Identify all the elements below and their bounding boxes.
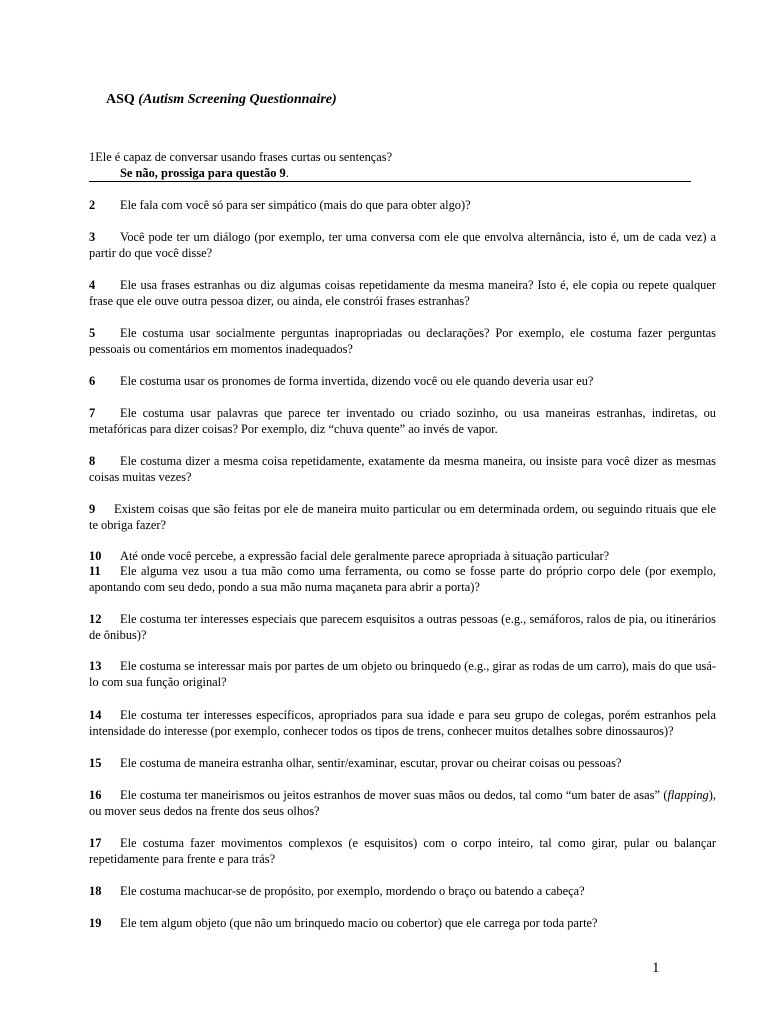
question-number: 11 (89, 564, 101, 578)
question-number: 16 (89, 788, 102, 802)
question-number: 14 (89, 708, 102, 722)
question-text: Você pode ter um diálogo (por exemplo, ter uma conversa com ele que envolva alternância, isto é, um de cada vez) a partir do que você disse? (89, 230, 716, 260)
question-text: Ele costuma dizer a mesma coisa repetidamente, exatamente da mesma maneira, ou insiste para você dizer as mesmas coisas muitas vezes? (89, 454, 716, 484)
question-text-italic: flapping (667, 788, 709, 802)
question-1 (89, 150, 691, 182)
question-number: 15 (89, 756, 102, 770)
question-number: 19 (89, 916, 102, 930)
question-text: Ele costuma fazer movimentos complexos (e esquisitos) com o corpo inteiro, tal como girar, pular ou balançar repetidamente para frente e para trás? (89, 836, 716, 866)
question-text: Ele fala com você só para ser simpático (mais do que para obter algo)? (120, 198, 471, 212)
question-text: Ele costuma usar os pronomes de forma invertida, dizendo você ou ele quando deveria usar eu? (120, 374, 594, 388)
question-number: 3 (89, 230, 96, 244)
question-17 (89, 836, 716, 867)
title-prefix: ASQ (106, 92, 135, 107)
question-text: Ele usa frases estranhas ou diz algumas coisas repetidamente da mesma maneira? Isto é, ele copia ou repete qualquer frase que ele ouve outra pessoa dizer, ou ainda, ele constrói frases estranhas? (89, 278, 716, 308)
question-number: 1 (89, 150, 96, 164)
question-text-a: Ele costuma ter maneirismos ou jeitos estranhos de mover suas mãos ou dedos, tal como “um bater de asas” ( (120, 788, 668, 802)
page-number: 1 (652, 960, 660, 976)
question-number: 2 (89, 198, 96, 212)
question-text: Ele costuma se interessar mais por partes de um objeto ou brinquedo (e.g., girar as rodas de um carro), mais do que usá-lo com sua função original? (89, 659, 716, 689)
question-number: 9 (89, 502, 96, 516)
question-16 (89, 788, 716, 819)
question-12 (89, 612, 716, 643)
question-text: Ele tem algum objeto (que não um brinquedo macio ou cobertor) que ele carrega por toda parte? (120, 916, 598, 930)
question-text: Ele costuma usar palavras que parece ter inventado ou criado sozinho, ou usa maneiras estranhas, indiretas, ou metafóricas para dizer coisas? Por exemplo, diz “chuva quente” ao invés de vapor. (89, 406, 716, 436)
question-number: 13 (89, 659, 102, 673)
question-2 (89, 198, 716, 214)
question-4 (89, 278, 716, 309)
question-11 (89, 564, 716, 595)
question-number: 4 (89, 278, 96, 292)
question-text: Até onde você percebe, a expressão facial dele geralmente parece apropriada à situação particular? (120, 549, 610, 563)
question-6 (89, 374, 716, 390)
question-13 (89, 659, 716, 690)
question-text: Ele costuma de maneira estranha olhar, sentir/examinar, escutar, provar ou cheirar coisas ou pessoas? (120, 756, 622, 770)
question-text: Ele costuma usar socialmente perguntas inapropriadas ou declarações? Por exemplo, ele costuma fazer perguntas pessoais ou comentários em momentos inadequados? (89, 326, 716, 356)
question-5 (89, 326, 716, 357)
question-number: 6 (89, 374, 96, 388)
question-9 (89, 502, 716, 533)
question-text: Ele alguma vez usou a tua mão como uma ferramenta, ou como se fosse parte do próprio corpo dele (por exemplo, apontando com seu dedo, pondo a sua mão numa maçaneta para abrir a porta)? (89, 564, 716, 594)
question-text: Ele costuma ter interesses especiais que parecem esquisitos a outras pessoas (e.g., semáforos, ralos de pia, ou itinerários de ônibus)? (89, 612, 716, 642)
question-number: 7 (89, 406, 96, 420)
question-text: Ele é capaz de conversar usando frases curtas ou sentenças? (95, 150, 393, 164)
question-number: 12 (89, 612, 102, 626)
question-text: Ele costuma machucar-se de propósito, por exemplo, mordendo o braço ou batendo a cabeça? (120, 884, 585, 898)
question-10 (89, 549, 716, 565)
question-15 (89, 756, 716, 772)
question-number: 18 (89, 884, 102, 898)
skip-instruction: Se não, prossiga para questão 9. (89, 166, 691, 183)
question-18 (89, 884, 716, 900)
question-7 (89, 406, 716, 437)
question-14 (89, 708, 716, 739)
question-number: 17 (89, 836, 102, 850)
question-number: 8 (89, 454, 96, 468)
question-text: Existem coisas que são feitas por ele de maneira muito particular ou em determinada ordem, ou seguindo rituais que ele te obriga fazer? (89, 502, 716, 532)
question-text: Ele costuma ter interesses específicos, apropriados para sua idade e para seu grupo de colegas, porém estranhos pela intensidade do interesse (por exemplo, conhecer todos os tipos de trens, conhecer muitos detalhes sobre dinossauros)? (89, 708, 716, 738)
question-3 (89, 230, 716, 261)
document-title (106, 92, 337, 108)
title-italic: (Autism Screening Questionnaire) (138, 92, 337, 107)
question-8 (89, 454, 716, 485)
question-19 (89, 916, 716, 932)
question-number: 5 (89, 326, 96, 340)
question-number: 10 (89, 549, 102, 563)
question-text-b: ), ou mover seus dedos na frente dos seus olhos? (89, 788, 716, 818)
